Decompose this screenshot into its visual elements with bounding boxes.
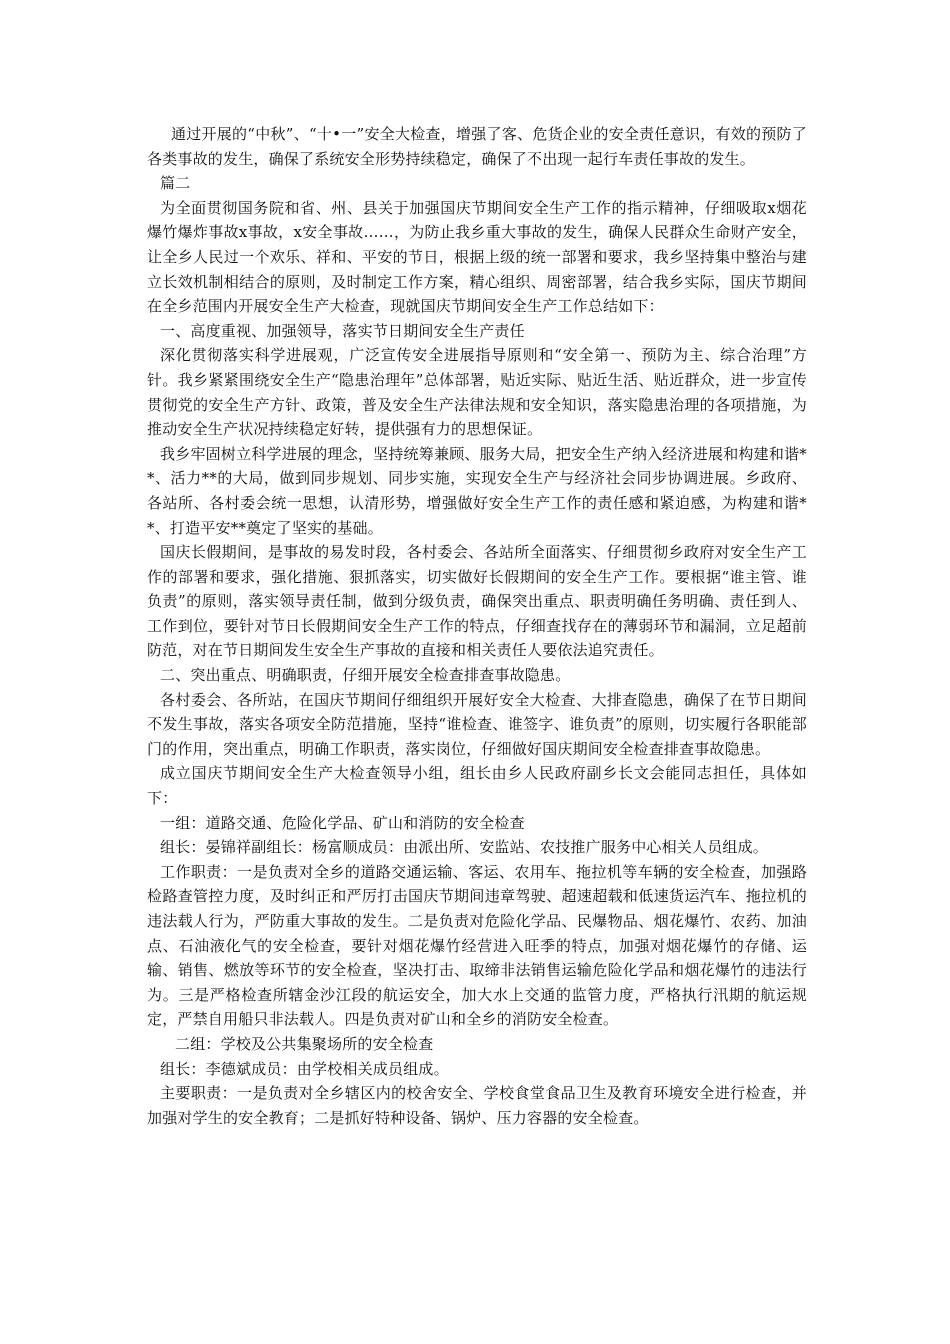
paragraph-science-development: 深化贯彻落实科学进展观，广泛宣传安全进展指导原则和“安全第一、预防为主、综合治理”方针。我乡紧紧围绕安全生产“隐患治理年”总体部署，贴近实际、贴近生活、贴近群众，进一步宣传贯彻党的安全生产方针、政策，普及安全生产法律法规和安全知识，落实隐患治理的各项措施，为推动安全生产状况持续稳定好转，提供强有力的思想保证。 <box>147 346 807 439</box>
paragraph-leadership-group: 成立国庆节期间安全生产大检查领导小组，组长由乡人民政府副乡长文会能同志担任，具体如下： <box>147 764 807 808</box>
document-body <box>147 122 807 1130</box>
group-one-duties: 工作职责：一是负责对全乡的道路交通运输、客运、农用车、拖拉机等车辆的安全检查，加强路检路查管控力度，及时纠正和严厉打击国庆节期间违章驾驶、超速超载和低速货运汽车、拖拉机的违法载人行为，严防重大事故的发生。二是负责对危险化学品、民爆物品、烟花爆竹、农药、加油点、石油液化气的安全检查，要针对烟花爆竹经营进入旺季的特点，加强对烟花爆竹的存储、运输、销售、燃放等环节的安全检查，坚决打击、取缔非法销售运输危险化学品和烟花爆竹的违法行为。三是严格检查所辖金沙江段的航运安全，加大水上交通的监管力度，严格执行汛期的航运规定，严禁自用船只非法载人。四是负责对矿山和全乡的消防安全检查。 <box>147 862 807 1029</box>
heading-two: 二、突出重点、明确职责，仔细开展安全检查排查事故隐患。 <box>160 666 571 685</box>
group-two-duties: 主要职责：一是负责对全乡辖区内的校舍安全、学校食堂食品卫生及教育环境安全进行检查，并加强对学生的安全教育；二是抓好特种设备、锅炉、压力容器的安全检查。 <box>147 1084 807 1127</box>
paragraph-inspection: 各村委会、各所站，在国庆节期间仔细组织开展好安全大检查、大排查隐患，确保了在节日期间不发生事故，落实各项安全防范措施，坚持“谁检查、谁签字、谁负责”的原则，切实履行各职能部门的作用，突出重点，明确工作职责，落实岗位，仔细做好国庆期间安全检查排查事故隐患。 <box>147 690 807 758</box>
group-two-members: 组长：李德斌成员：由学校相关成员组成。 <box>160 1059 449 1078</box>
group-one-members: 组长：晏锦祥副组长：杨富顺成员：由派出所、安监站、农技推广服务中心相关人员组成。 <box>160 838 769 857</box>
paragraph-intro: 通过开展的“中秋”、“十•一”安全大检查，增强了客、危货企业的安全责任意识，有效的预防了各类事故的发生，确保了系统安全形势持续稳定，确保了不出现一起行车责任事故的发生。 <box>147 125 807 168</box>
paragraph-overview: 为全面贯彻国务院和省、州、县关于加强国庆节期间安全生产工作的指示精神，仔细吸取x烟花爆竹爆炸事故x事故，x安全事故……，为防止我乡重大事故的发生，确保人民群众生命财产安全，让全乡人民过一个欢乐、祥和、平安的节日，根据上级的统一部署和要求，我乡坚持集中整治与建立长效机制相结合的原则，及时制定工作方案，精心组织、周密部署，结合我乡实际，国庆节期间在全乡范围内开展安全生产大检查，现就国庆节期间安全生产工作总结如下： <box>147 198 807 316</box>
section-heading-part-two: 篇二 <box>160 174 191 193</box>
paragraph-holiday-period: 国庆长假期间，是事故的易发时段，各村委会、各站所全面落实、仔细贯彻乡政府对安全生产工作的部署和要求，强化措施、狠抓落实，切实做好长假期间的安全生产工作。要根据“谁主管、谁负责”的原则，落实领导责任制，做到分级负责，确保突出重点、职责明确任务明确、责任到人、工作到位，要针对节日长假期间安全生产工作的特点，仔细查找存在的薄弱环节和漏洞，立足超前防范，对在节日期间发生安全生产事故的直接和相关责任人要依法追究责任。 <box>147 543 807 660</box>
group-one-title: 一组：道路交通、危险化学品、矿山和消防的安全检查 <box>160 813 525 832</box>
heading-one: 一、高度重视、加强领导，落实节日期间安全生产责任 <box>160 321 525 340</box>
group-two-title: 二组：学校及公共集聚场所的安全检查 <box>175 1034 434 1053</box>
paragraph-harmony: 我乡牢固树立科学进展的理念，坚持统筹兼顾、服务大局，把安全生产纳入经济进展和构建和谐**、活力**的大局，做到同步规划、同步实施，实现安全生产与经济社会同步协调进展。乡政府、各站所、各村委会统一思想，认清形势，增强做好安全生产工作的责任感和紧迫感，为构建和谐**、打造平安**奠定了坚实的基础。 <box>147 444 807 537</box>
